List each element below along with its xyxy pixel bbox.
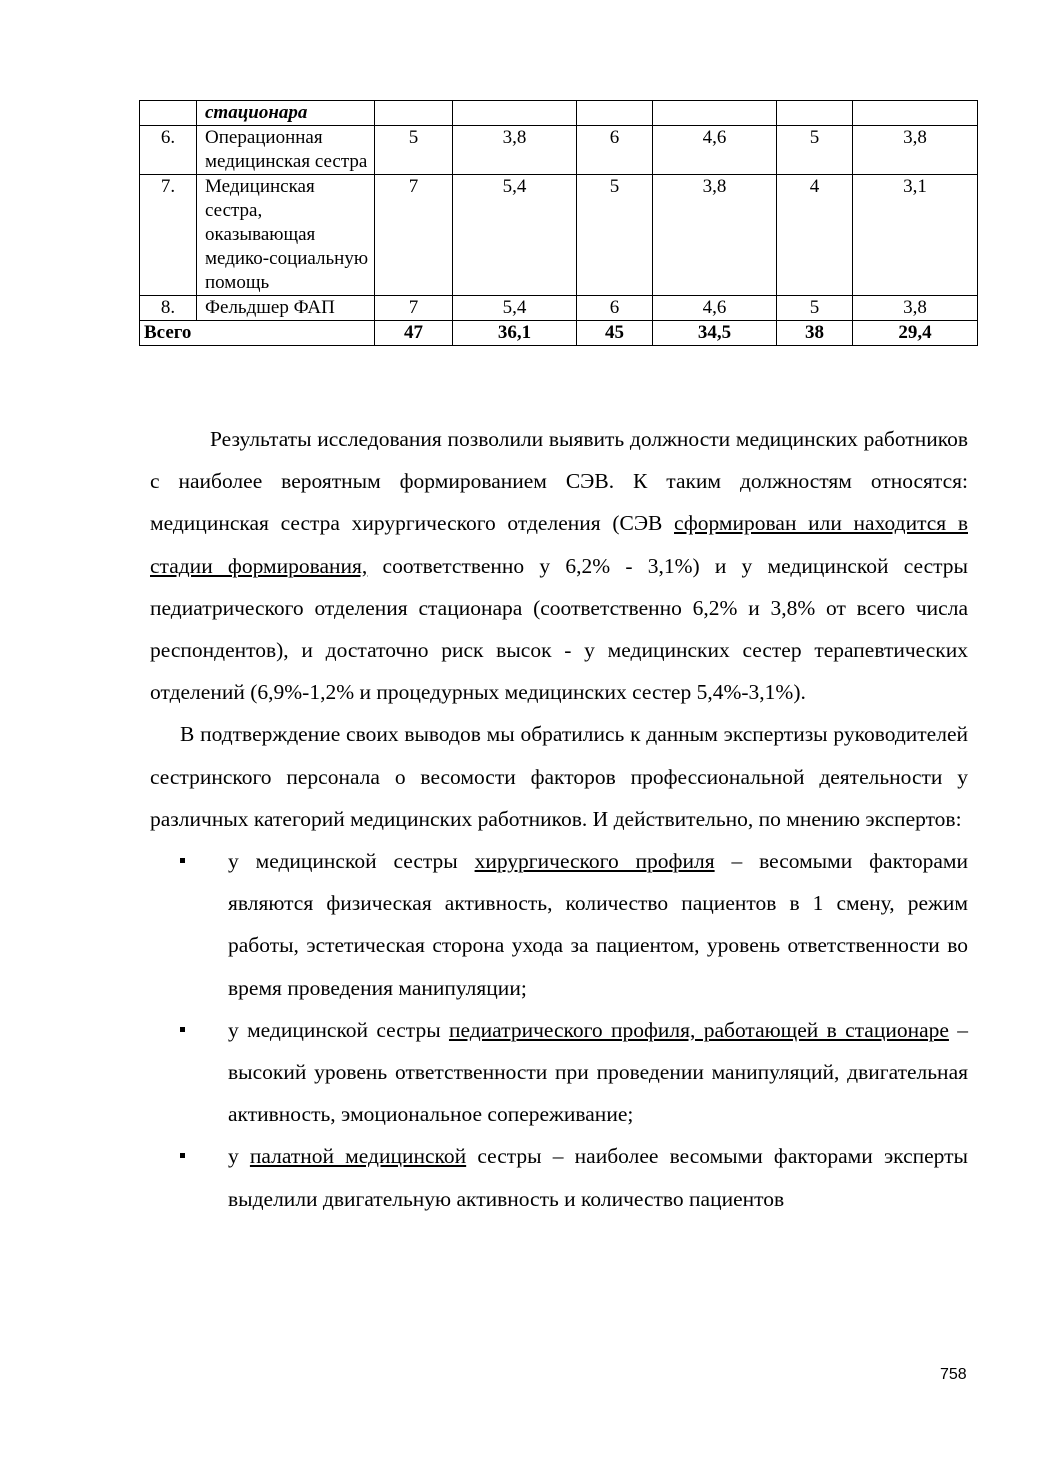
table-cell [453,101,577,126]
row-index: 8. [140,296,197,321]
row-name: Фельдшер ФАП [197,296,375,321]
table-cell [853,101,978,126]
underlined-text: палатной медицинской [249,1144,467,1169]
table-cell: 47 [375,321,453,346]
table-cell: 3,1 [853,175,978,296]
table-cell [777,101,853,126]
table-total-row [140,321,978,346]
table-cell: 5 [577,175,653,296]
row-name: Медицинская сестра, оказывающая медико-социальную помощь [197,175,375,296]
row-index: 7. [140,175,197,296]
table-cell: 3,8 [653,175,777,296]
underlined-text: педиатрического профиля, работающей в стационаре [448,1017,949,1042]
table-cell [577,101,653,126]
body-text [150,418,968,1220]
table-cell: 3,8 [453,126,577,175]
underlined-text: сформирован или находится в стадии формирования, [150,511,968,578]
table-cell: 5,4 [453,175,577,296]
table-cell: 45 [577,321,653,346]
underlined-text: хирургического профиля [474,849,715,874]
table-cell: 7 [375,296,453,321]
table-row [140,175,978,296]
table-cell: 4,6 [653,296,777,321]
table-cell: 6 [577,296,653,321]
table-cell [653,101,777,126]
table-cell: 3,8 [853,296,978,321]
row-name: Операционная медицинская сестра [197,126,375,175]
table-cell [375,101,453,126]
list-item: у палатной медицинской сестры – наиболее весомыми факторами эксперты выделили двигательную активность и количество пациентов [150,1135,968,1219]
table-cell: 5,4 [453,296,577,321]
list-item: у медицинской сестры педиатрического профиля, работающей в стационаре – высокий уровень ответственности при проведении манипуляций, двигательная активность, эмоциональное сопереживание; [150,1009,968,1136]
table-cell: 3,8 [853,126,978,175]
bullet-icon [180,1153,185,1158]
bullet-icon [180,1027,185,1032]
row-index: 6. [140,126,197,175]
table-row [140,126,978,175]
table-cell: 5 [777,296,853,321]
table-cell: 7 [375,175,453,296]
table-cell: 29,4 [853,321,978,346]
table-cell: 4,6 [653,126,777,175]
bullet-icon [180,858,185,863]
list-item: у медицинской сестры хирургического профиля – весомыми факторами являются физическая активность, количество пациентов в 1 смену, режим работы, эстетическая сторона ухода за пациентом, уровень ответственности во время проведения манипуляции; [150,840,968,1009]
row-index [140,101,197,126]
table-cell: 36,1 [453,321,577,346]
table-cell: 38 [777,321,853,346]
table-cell: 6 [577,126,653,175]
table-cell: 5 [375,126,453,175]
table-cell: 34,5 [653,321,777,346]
page-number: 758 [940,1366,967,1383]
data-table [139,100,978,346]
paragraph-experts: В подтверждение своих выводов мы обратились к данным экспертизы руководителей сестринского персонала о весомости факторов профессиональной деятельности у различных категорий медицинских работников. И действительно, по мнению экспертов: [150,722,968,831]
expert-findings-list [150,840,968,1220]
table-cell: 5 [777,126,853,175]
table-row [140,296,978,321]
table-cell: 4 [777,175,853,296]
paragraph-results: Результаты исследования позволили выявить должности медицинских работников с наиболее вероятным формированием СЭВ. К таким должностям относятся: медицинская сестра хирургического отделения (СЭВ сформирован или находится в стадии формирования, соответственно у 6,2% - 3,1%) и у медицинской сестры педиатрического отделения стационара (соответственно 6,2% и 3,8% от всего числа респондентов), и достаточно риск высок - у медицинских сестер терапевтических отделений (6,9%-1,2% и процедурных медицинских сестер 5,4%-3,1%). [150,427,968,705]
row-name: стационара [197,101,375,126]
table-row [140,101,978,126]
total-label: Всего [140,321,375,346]
